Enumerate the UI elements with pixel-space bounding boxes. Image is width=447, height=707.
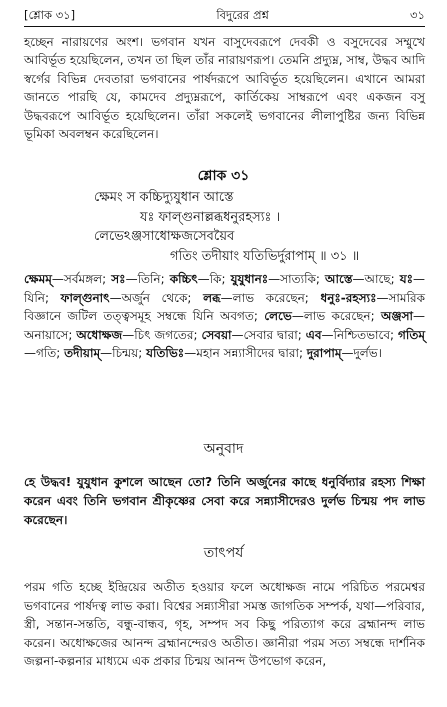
synonym-meaning: —চিৎ জগতের; [122, 327, 202, 342]
verse-line: গতিং তদীয়াং যতিভির্দুরাপাম্ ॥ ৩১ ॥ [170, 248, 360, 264]
synonym-term: আস্তে [325, 272, 353, 286]
word-for-word-synonyms [24, 270, 425, 363]
purport-heading: তাৎপর্য [203, 545, 244, 561]
synonym-term: তদীয়াম্ [64, 346, 101, 361]
synonym-term: অঞ্জসা [380, 309, 413, 324]
synonym-meaning: —সেবার দ্বারা; [231, 327, 306, 342]
synonym-term: লেভে [264, 309, 292, 324]
synonym-meaning: —দুর্লভ। [341, 346, 382, 361]
synonym-meaning: —লাভ করেছেন; [291, 309, 381, 324]
synonym-meaning: —সামরিক বিজ্ঞানে জটিল তত্ত্বসমূহ সম্বন্ধে যিনি অবগত; [24, 290, 425, 324]
synonym-meaning: —কি; [197, 272, 231, 286]
synonym-meaning: —অনায়াসে; [24, 309, 425, 342]
synonym-term: এব [305, 327, 322, 342]
synonym-term: যঃ [399, 272, 414, 286]
synonym-meaning: —অর্জুন থেকে; [109, 290, 204, 305]
verse-line: লেভেঽঞ্জসাধোক্ষজসেবয়ৈব [94, 229, 235, 244]
synonym-meaning: —মহান সন্ন্যাসীদের দ্বারা; [184, 346, 307, 361]
synonym-term: ধনুঃ-রহস্যঃ [320, 290, 377, 305]
synonym-term: অধোক্ষজ [76, 327, 123, 342]
synonym-term: কচ্চিৎ [169, 272, 198, 286]
synonym-term: যতিভিঃ [146, 346, 185, 361]
running-header [24, 7, 425, 23]
translation-heading: অনুবাদ [203, 441, 244, 457]
synonym-term: যুযুধানঃ [230, 272, 269, 286]
synonym-meaning: —যিনি; [24, 272, 426, 305]
synonym-meaning: —সাত্যকি; [268, 272, 326, 286]
verse-line: ক্ষেমং স কচ্চিদ্যুযুধান আস্তে [94, 190, 234, 205]
verse-title: শ্লোক ৩১ [197, 168, 250, 184]
translation-text: হে উদ্ধব! যুযুধান কুশলে আছেন তো? তিনি অর্জুনের কাছে ধনুর্বিদ্যার রহস্য শিক্ষা করেন এবং তিনি ভগবান শ্রীকৃষ্ণের সেবা করে সন্ন্যাসীদেরও দুর্লভ চিন্ময় পদ লাভ করেছেন। [24, 475, 425, 527]
purport-text: পরম গতি হচ্ছে ইন্দ্রিয়ের অতীত হওয়ার ফলে অধোক্ষজ নামে পরিচিত পরমেশ্বর ভগবানের পার্ষদত্ব লাভ করা। বিশ্বের সন্ন্যাসীরা সমস্ত জাগতিক সম্পর্ক, যথা—পরিবার, স্ত্রী, সন্তান-সন্ততি, বন্ধু-বান্ধব, গৃহ, সম্পদ সব কিছু পরিত্যাগ করে ব্রহ্মানন্দ লাভ করেন। অধোক্ষজের আনন্দ ব্রহ্মানন্দেরও অতীত। জ্ঞানীরা পরম সত্য সম্বন্ধে দার্শনিক জল্পনা-কল্পনার মাধ্যমে এক প্রকার চিন্ময় আনন্দ উপভোগ করেন, [24, 580, 425, 669]
synonym-term: দুরাপাম্ [306, 346, 342, 361]
header-chapter-title: বিদুরের প্রশ্ন [216, 8, 269, 22]
synonym-term: গতিম্ [398, 327, 425, 342]
synonym-meaning: —আছে; [352, 272, 400, 286]
intro-paragraph: হচ্ছেন নারায়ণের অংশ। ভগবান যখন বাসুদেবরূপে দেবকী ও বসুদেবের সম্মুখে আবির্ভূত হয়েছিলেন, তখন তা ছিল তাঁর নারায়ণরূপ। তেমনি প্রদ্যুম্ন, সাম্ব, উদ্ধব আদি স্বর্গের বিভিন্ন দেবতারা ভগবানের পার্ষদরূপে আবির্ভূত হয়েছিলেন। এখানে আমরা জানতে পারছি যে, কামদেব প্রদ্যুম্নরূপে, কার্তিকেয় সাম্বরূপে এবং একজন বসু উদ্ধবরূপে আবির্ভূত হয়েছিলেন। তাঁরা সকলেই ভগবানের লীলাপুষ্টির জন্য বিভিন্ন ভূমিকা অবলম্বন করেছিলেন। [24, 35, 425, 142]
synonym-term: ফাল্গুনাৎ [60, 290, 110, 305]
synonym-meaning: —তিনি; [125, 272, 170, 286]
synonym-term: ক্ষেমম্ [24, 272, 52, 286]
header-verse-number: [শ্লোক ৩১] [24, 8, 76, 22]
synonym-meaning: —লাভ করেছেন; [220, 290, 321, 305]
synonym-term: সঃ [111, 272, 126, 286]
header-page-number: ৩১ [410, 8, 425, 22]
synonym-meaning: —সর্বমঙ্গল; [51, 272, 112, 286]
synonym-term: সেবয়া [201, 327, 232, 342]
synonym-meaning: —নিশ্চিতভাবে; [321, 327, 399, 342]
synonym-meaning: —চিন্ময়; [100, 346, 147, 361]
header-divider [24, 26, 425, 27]
verse-text [24, 188, 425, 266]
verse-line: যঃ ফাল্গুনাল্লব্ধধনুরহস্যঃ । [140, 209, 281, 225]
synonym-term: লব্ধ [203, 290, 221, 305]
synonym-meaning: —গতি; [24, 346, 65, 361]
